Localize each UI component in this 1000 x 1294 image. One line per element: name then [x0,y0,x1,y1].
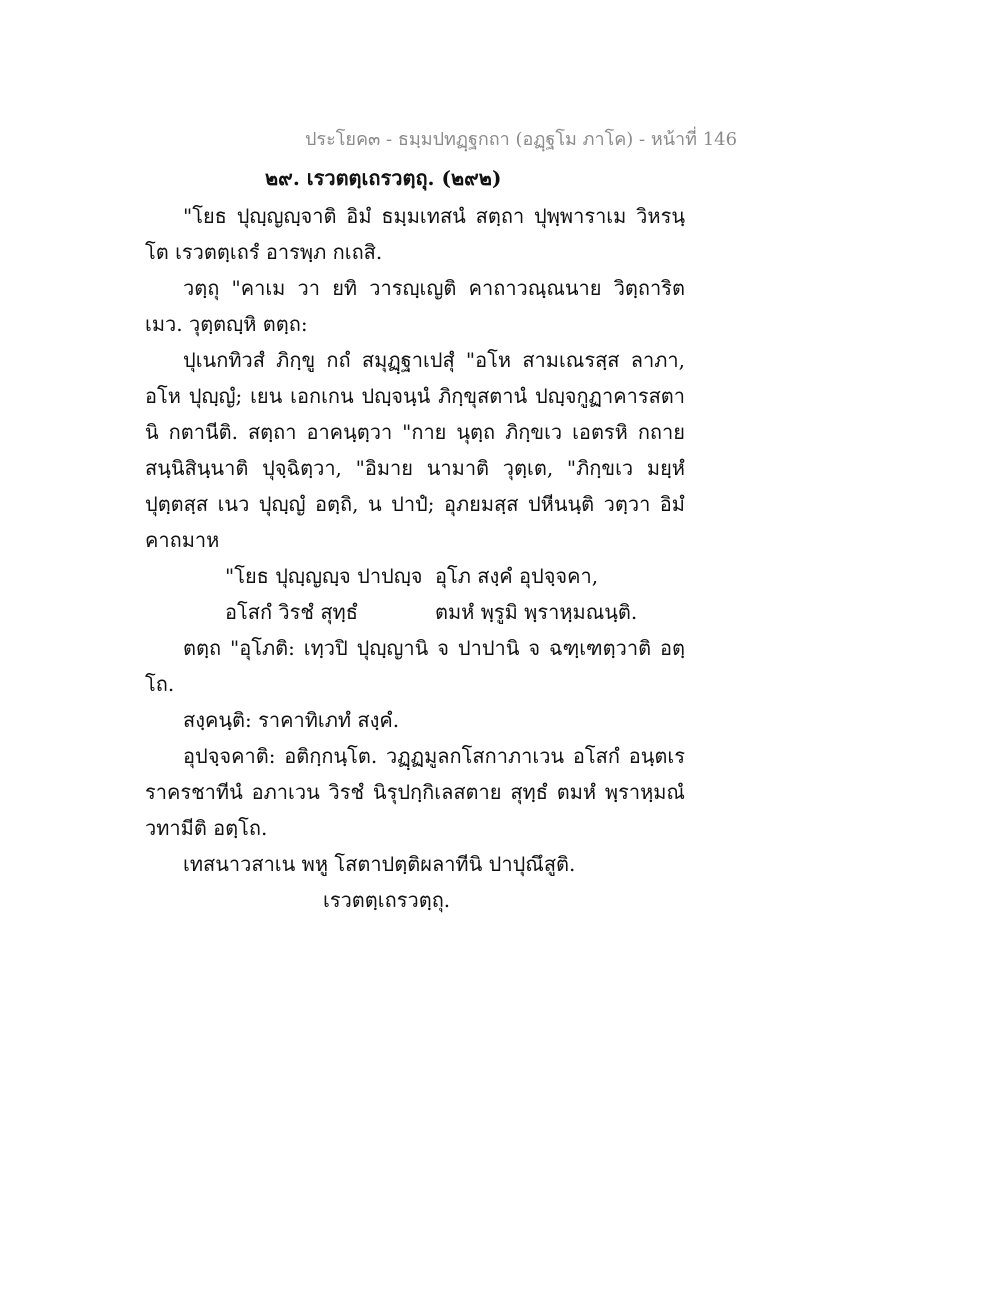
commentary-paragraph: เทสนาวสาเน พหู โสตาปตฺติผลาทีนิ ปาปุณึสูติ. [183,852,576,876]
section-title: ๒๙. เรวตตฺเถรวตฺถุ. (๒๙๒) [265,166,502,190]
paragraph: วตฺถุ "คาเม วา ยทิ วารญฺเญติ คาถาวณฺณนาย วิตฺถาริตเมว. วุตฺตญฺหิ ตตฺถ: [145,276,685,336]
commentary-paragraph: สงฺคนฺติ: ราคาทิเภทํ สงฺคํ. [183,708,400,732]
verse-first-half: อโสกํ วิรชํ สุทฺธํ [225,600,358,624]
commentary-paragraph: อุปจฺจคาติ: อติกฺกนฺโต. วฏฺฏมูลกโสกาภาเวน อโสกํ อนฺตเร ราครชาทีนํ อภาเวน วิรชํ นิรุปกฺกิเลสตาย สุทฺธํ ตมหํ พฺราหฺมณํ วทามีติ อตฺโถ. [145,744,685,840]
verse-second-half: ตมหํ พฺรูมิ พฺราหฺมณนฺติ. [435,600,638,624]
commentary-paragraph: ตตฺถ "อุโภติ: เทฺวปิ ปุญฺญานิ จ ปาปานิ จ ฉฑฺเฑตฺวาติ อตฺโถ. [145,636,685,696]
verse-line [145,594,685,630]
story-ending: เรวตตฺเถรวตฺถุ. [323,888,451,912]
page-header: ประโยค๓ - ธมฺมปทฏฺฐกถา (อฏฺฐโม ภาโค) - หน้าที่ 146 [305,129,738,150]
paragraph: ปุเนกทิวสํ ภิกฺขู กถํ สมุฏฺฐาเปสุํ "อโห สามเณรสฺส ลาภา, อโห ปุญฺญํ; เยน เอกเกน ปญฺจนฺนํ ภิกฺขุสตานํ ปญฺจกูฏาคารสตานิ กตานีติ. สตฺถา อาคนฺตฺวา "กาย นุตฺถ ภิกฺขเว เอตรหิ กถาย สนฺนิสินฺนาติ ปุจฺฉิตฺวา, "อิมาย นามาติ วุตฺเต, "ภิกฺขเว มยฺหํ ปุตฺตสฺส เนว ปุญฺญํ อตฺถิ, น ปาปํ; อุภยมสฺส ปหีนนฺติ วตฺวา อิมํ คาถมาห [145,348,685,552]
verse-first-half: "โยธ ปุญฺญญฺจ ปาปญฺจ [225,564,423,588]
body-text [145,198,685,918]
verse-line [145,558,685,594]
paragraph: "โยธ ปุญฺญญฺจาติ อิมํ ธมฺมเทสนํ สตฺถา ปุพฺพาราเม วิหรนฺโต เรวตตฺเถรํ อารพฺภ กเถสิ. [145,204,685,264]
verse-second-half: อุโภ สงฺคํ อุปจฺจคา, [435,564,599,588]
